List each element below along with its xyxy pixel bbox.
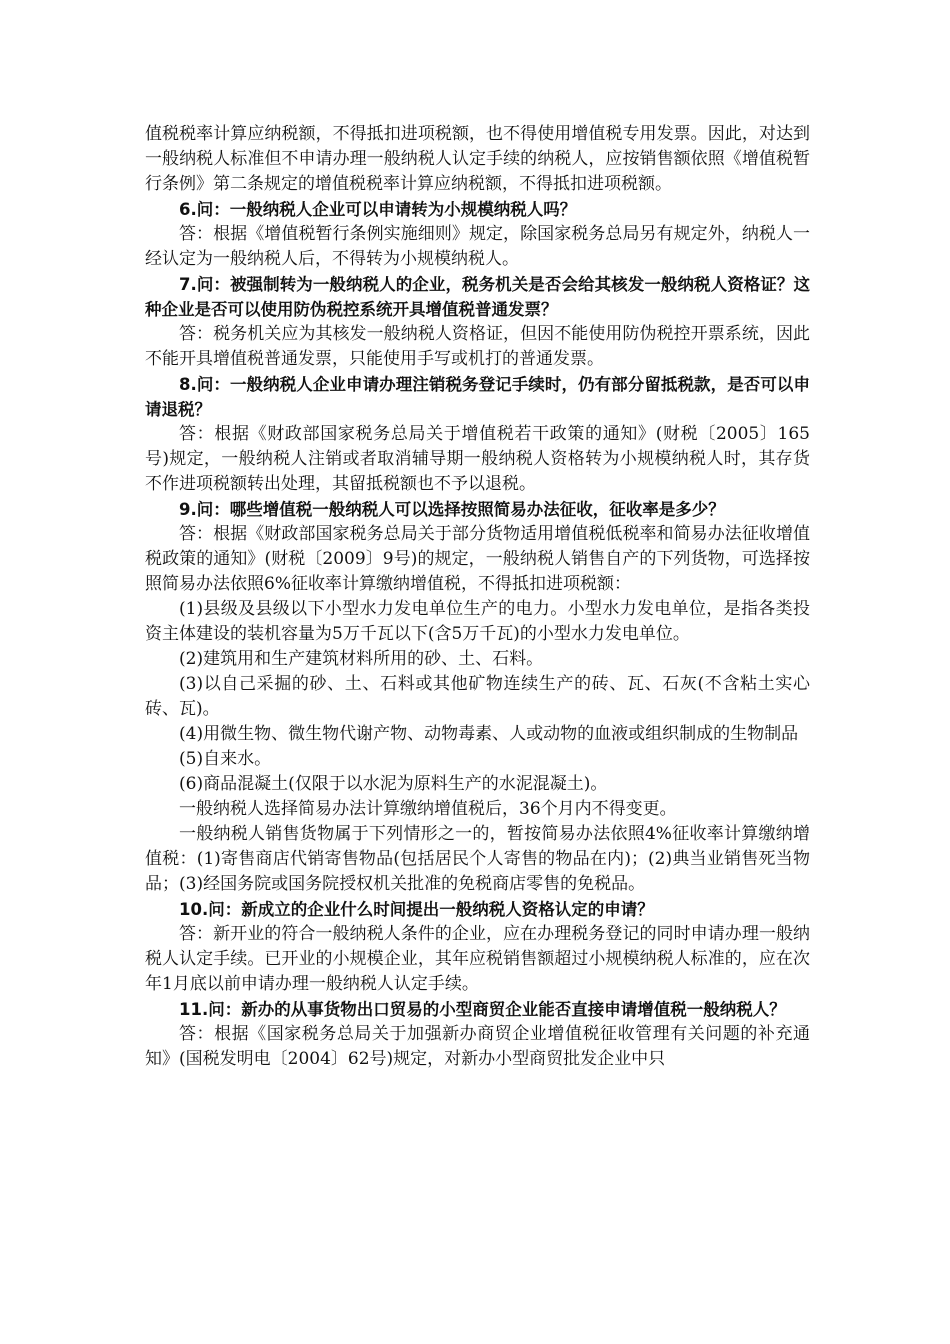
answer-9-item-6: (6)商品混凝土(仅限于以水泥为原料生产的水泥混凝土)。 [179, 774, 608, 794]
answer-8: 答：根据《财政部国家税务总局关于增值税若干政策的通知》(财税〔2005〕165号)规定，一般纳税人注销或者取消辅导期一般纳税人资格转为小规模纳税人时，其存货不作进项税额转出处理，其留抵税额也不予以退税。 [145, 424, 810, 494]
question-11: 11.问：新办的从事货物出口贸易的小型商贸企业能否直接申请增值税一般纳税人？ [179, 1000, 786, 1019]
answer-9-item-1: (1)县级及县级以下小型水力发电单位生产的电力。小型水力发电单位，是指各类投资主体建设的装机容量为5万千瓦以下(含5万千瓦)的小型水力发电单位。 [145, 599, 810, 644]
question-8: 8.问：一般纳税人企业申请办理注销税务登记手续时，仍有部分留抵税款，是否可以申请退税？ [145, 375, 810, 419]
answer-9-item-3: (3)以自己采掘的砂、土、石料或其他矿物连续生产的砖、瓦、石灰(不含粘土实心砖、瓦)。 [145, 674, 810, 719]
document-page [145, 122, 810, 1072]
question-9: 9.问：哪些增值税一般纳税人可以选择按照简易办法征收，征收率是多少？ [179, 500, 725, 519]
answer-9-note-1: 一般纳税人选择简易办法计算缴纳增值税后，36个月内不得变更。 [179, 799, 677, 819]
question-10: 10.问：新成立的企业什么时间提出一般纳税人资格认定的申请？ [179, 900, 654, 919]
answer-9: 答：根据《财政部国家税务总局关于部分货物适用增值税低税率和简易办法征收增值税政策的通知》(财税〔2009〕9号)的规定，一般纳税人销售自产的下列货物，可选择按照简易办法依照6%征收率计算缴纳增值税，不得抵扣进项税额： [145, 524, 810, 594]
answer-5-continuation: 值税税率计算应纳税额，不得抵扣进项税额，也不得使用增值税专用发票。因此，对达到一般纳税人标准但不申请办理一般纳税人认定手续的纳税人，应按销售额依照《增值税暂行条例》第二条规定的增值税税率计算应纳税额，不得抵扣进项税额。 [145, 124, 810, 194]
answer-9-item-5: (5)自来水。 [179, 749, 272, 769]
answer-9-item-2: (2)建筑用和生产建筑材料所用的砂、土、石料。 [179, 649, 544, 669]
answer-10: 答：新开业的符合一般纳税人条件的企业，应在办理税务登记的同时申请办理一般纳税人认定手续。已开业的小规模企业，其年应税销售额超过小规模纳税人标准的，应在次年1月底以前申请办理一般纳税人认定手续。 [145, 924, 810, 994]
answer-9-item-4: (4)用微生物、微生物代谢产物、动物毒素、人或动物的血液或组织制成的生物制品 [179, 724, 799, 744]
answer-11: 答：根据《国家税务总局关于加强新办商贸企业增值税征收管理有关问题的补充通知》(国税发明电〔2004〕62号)规定，对新办小型商贸批发企业中只 [145, 1024, 810, 1069]
question-6: 6.问：一般纳税人企业可以申请转为小规模纳税人吗？ [179, 200, 577, 219]
answer-6: 答：根据《增值税暂行条例实施细则》规定，除国家税务总局另有规定外，纳税人一经认定为一般纳税人后，不得转为小规模纳税人。 [145, 224, 810, 269]
answer-7: 答：税务机关应为其核发一般纳税人资格证，但因不能使用防伪税控开票系统，因此不能开具增值税普通发票，只能使用手写或机打的普通发票。 [145, 324, 810, 369]
answer-9-note-2: 一般纳税人销售货物属于下列情形之一的，暂按简易办法依照4%征收率计算缴纳增值税：(1)寄售商店代销寄售物品(包括居民个人寄售的物品在内)；(2)典当业销售死当物品；(3)经国务院或国务院授权机关批准的免税商店零售的免税品。 [145, 824, 810, 894]
question-7: 7.问：被强制转为一般纳税人的企业，税务机关是否会给其核发一般纳税人资格证？这种企业是否可以使用防伪税控系统开具增值税普通发票？ [145, 275, 810, 319]
